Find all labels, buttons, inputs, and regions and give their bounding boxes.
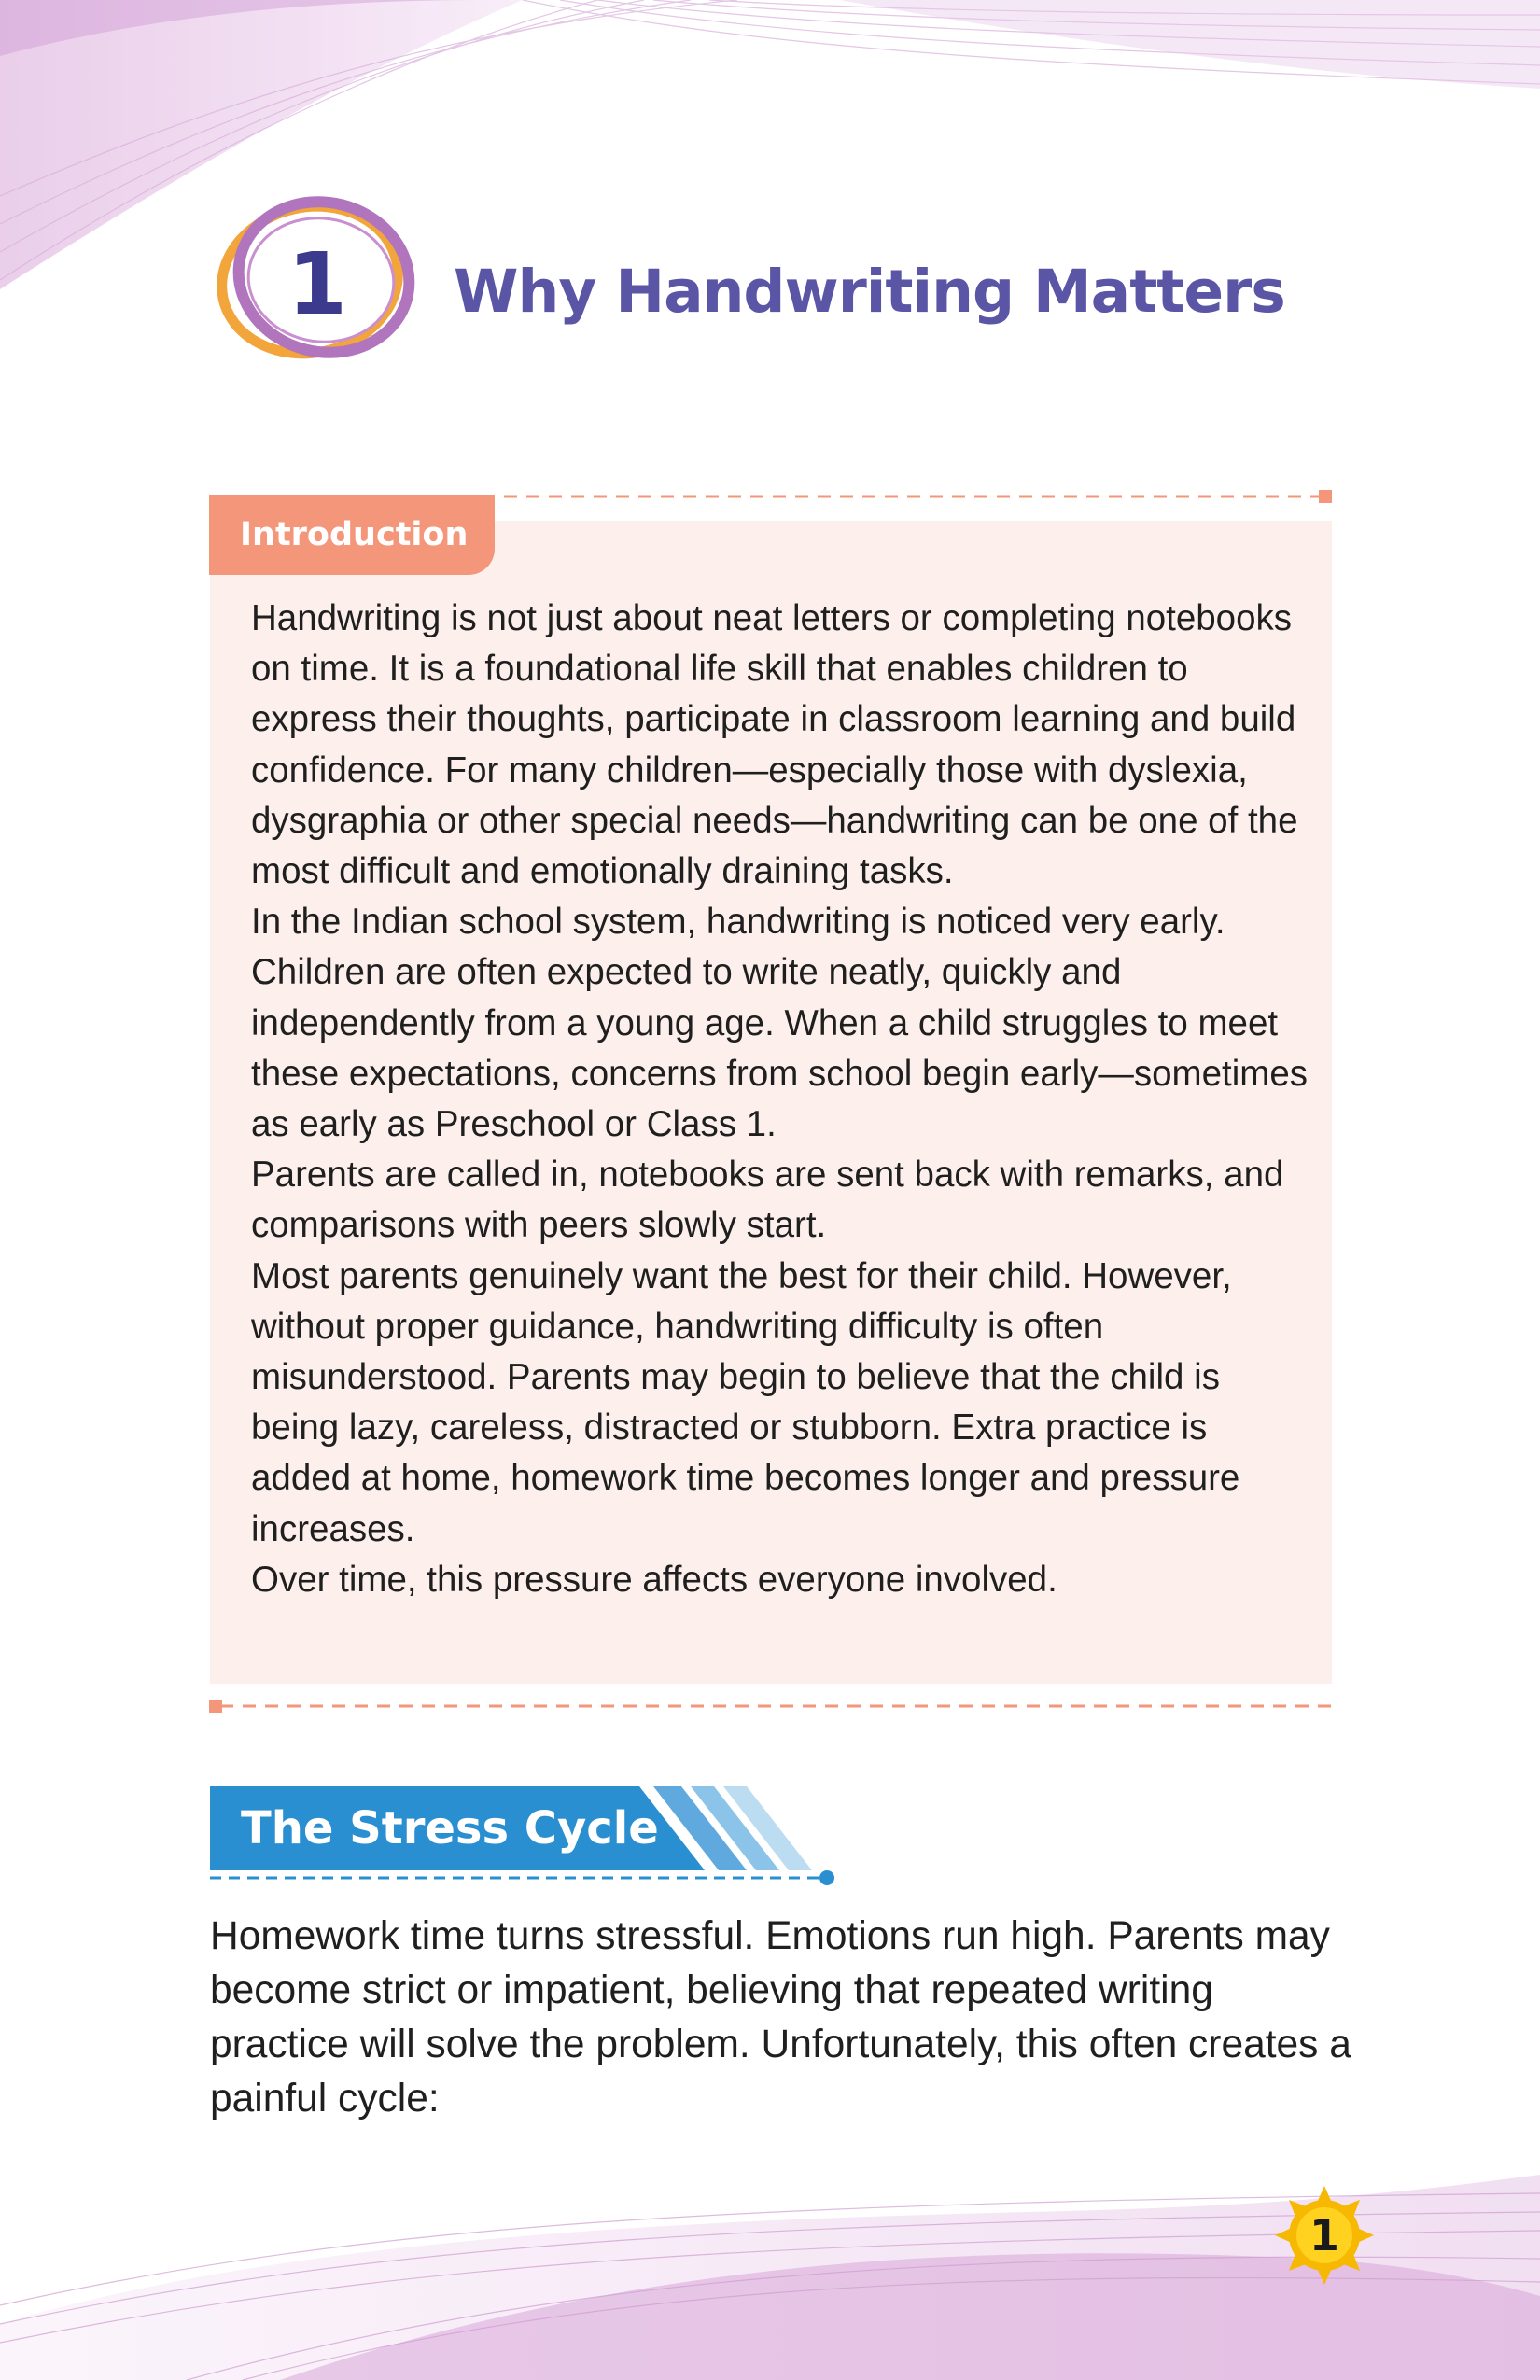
intro-paragraph: Most parents genuinely want the best for their child. However, without proper guidance, handwriting difficulty is often misunderstood. Parents may begin to believe that the child is being lazy, careless, distracted or stubborn. Extra practice is added at home, homework time becomes longer and pressure increases. [251,1255,1240,1549]
intro-paragraph: In the Indian school system, handwriting is noticed very early. Children are often expected to write neatly, quickly and independently from a young age. When a child struggles to meet these expectations, concerns from school begin early—sometimes as early as Preschool or Class 1. [251,902,1309,1145]
chapter-title: Why Handwriting Matters [454,258,1285,326]
intro-paragraph: Handwriting is not just about neat letters or completing notebooks on time. It is a foundational life skill that enables children to express their thoughts, participate in classroom learning and build confidence. For many children—especially those with dyslexia, dysgraphia or other special needs—handwriting can be one of the most difficult and emotionally draining tasks. [251,598,1298,892]
stress-cycle-heading: The Stress Cycle [241,1802,659,1855]
intro-paragraph: Parents are called in, notebooks are sent back with remarks, and comparisons with peers slowly start. [251,1155,1284,1246]
stress-cycle-body: Homework time turns stressful. Emotions run high. Parents may become strict or impatient, believing that repeated writing practice will solve the problem. Unfortunately, this often creates a painful cycle: [210,1914,1351,2121]
page-number: 1 [1309,2210,1339,2261]
chapter-number: 1 [287,234,347,334]
introduction-text [251,594,1315,1605]
intro-paragraph: Over time, this pressure affects everyone involved. [251,1559,1057,1600]
introduction-tab: Introduction [209,495,495,575]
